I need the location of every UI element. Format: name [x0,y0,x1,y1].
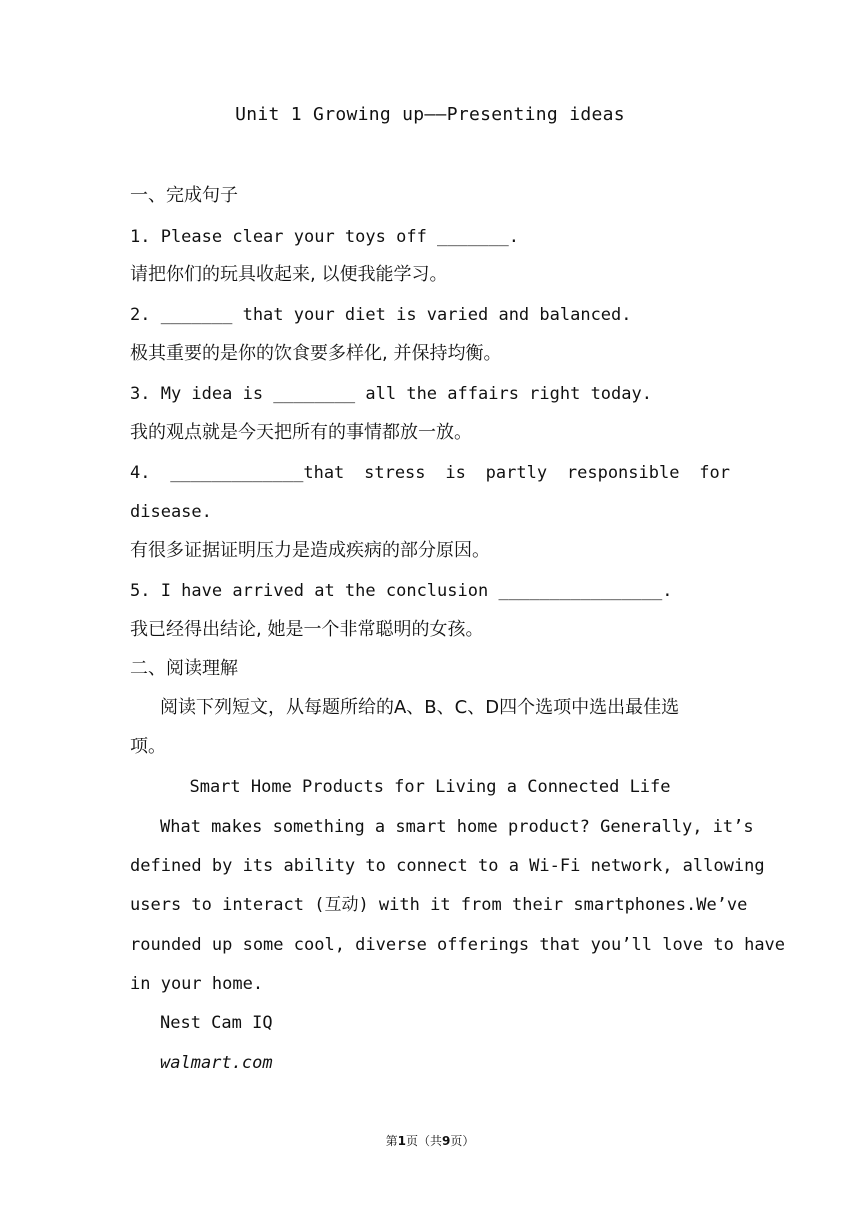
reading-instruction-line2: 项。 [130,736,166,757]
question-4-word: responsible [566,463,680,483]
question-3-translation: 我的观点就是今天把所有的事情都放一放。 [130,422,472,443]
question-4 [130,461,730,485]
question-3: 3. My idea is ________ all the affairs right today. [130,384,652,404]
question-4-word: _____________that [170,463,345,483]
page-title: Unit 1 Growing up——Presenting ideas [235,104,625,125]
footer-page-number: 1 [397,1134,406,1148]
footer-middle: 页（共 [405,1134,442,1148]
footer-prefix: 第 [385,1134,398,1148]
paragraph-line: rounded up some cool, diverse offerings that you’ll love to have [130,935,786,955]
question-1-translation: 请把你们的玩具收起来, 以便我能学习。 [130,264,448,285]
question-4-word: partly [485,463,548,483]
question-4-word: 4. [130,463,151,483]
passage-title: Smart Home Products for Living a Connected Life [189,777,671,797]
question-5: 5. I have arrived at the conclusion ________________. [130,581,673,601]
paragraph-line: in your home. [130,974,264,994]
question-4-word: is [445,463,466,483]
section2-heading: 二、阅读理解 [130,658,238,679]
footer-suffix: 页） [450,1134,475,1148]
question-2: 2. _______ that your diet is varied and balanced. [130,305,632,325]
question-4-word: for [699,463,730,483]
product-name: Nest Cam IQ [160,1013,273,1033]
question-2-translation: 极其重要的是你的饮食要多样化, 并保持均衡。 [130,343,502,364]
question-4-word: stress [364,463,426,483]
question-4-translation: 有很多证据证明压力是造成疾病的部分原因。 [130,540,490,561]
section1-heading: 一、完成句子 [130,185,238,206]
product-source: walmart.com [160,1053,273,1073]
paragraph-line: What makes something a smart home product? Generally, it’s [160,817,754,837]
reading-instruction-line1: 阅读下列短文，从每题所给的A、B、C、D四个选项中选出最佳选 [160,697,680,718]
question-5-translation: 我已经得出结论, 她是一个非常聪明的女孩。 [130,619,484,640]
paragraph-line: users to interact (互动) with it from their smartphones.We’ve [130,895,748,915]
footer-total-pages: 9 [442,1134,451,1148]
page-footer [0,1132,860,1149]
question-1: 1. Please clear your toys off _______. [130,227,519,247]
paragraph-line: defined by its ability to connect to a Wi-Fi network, allowing [130,856,765,876]
question-4-continuation: disease. [130,502,212,522]
